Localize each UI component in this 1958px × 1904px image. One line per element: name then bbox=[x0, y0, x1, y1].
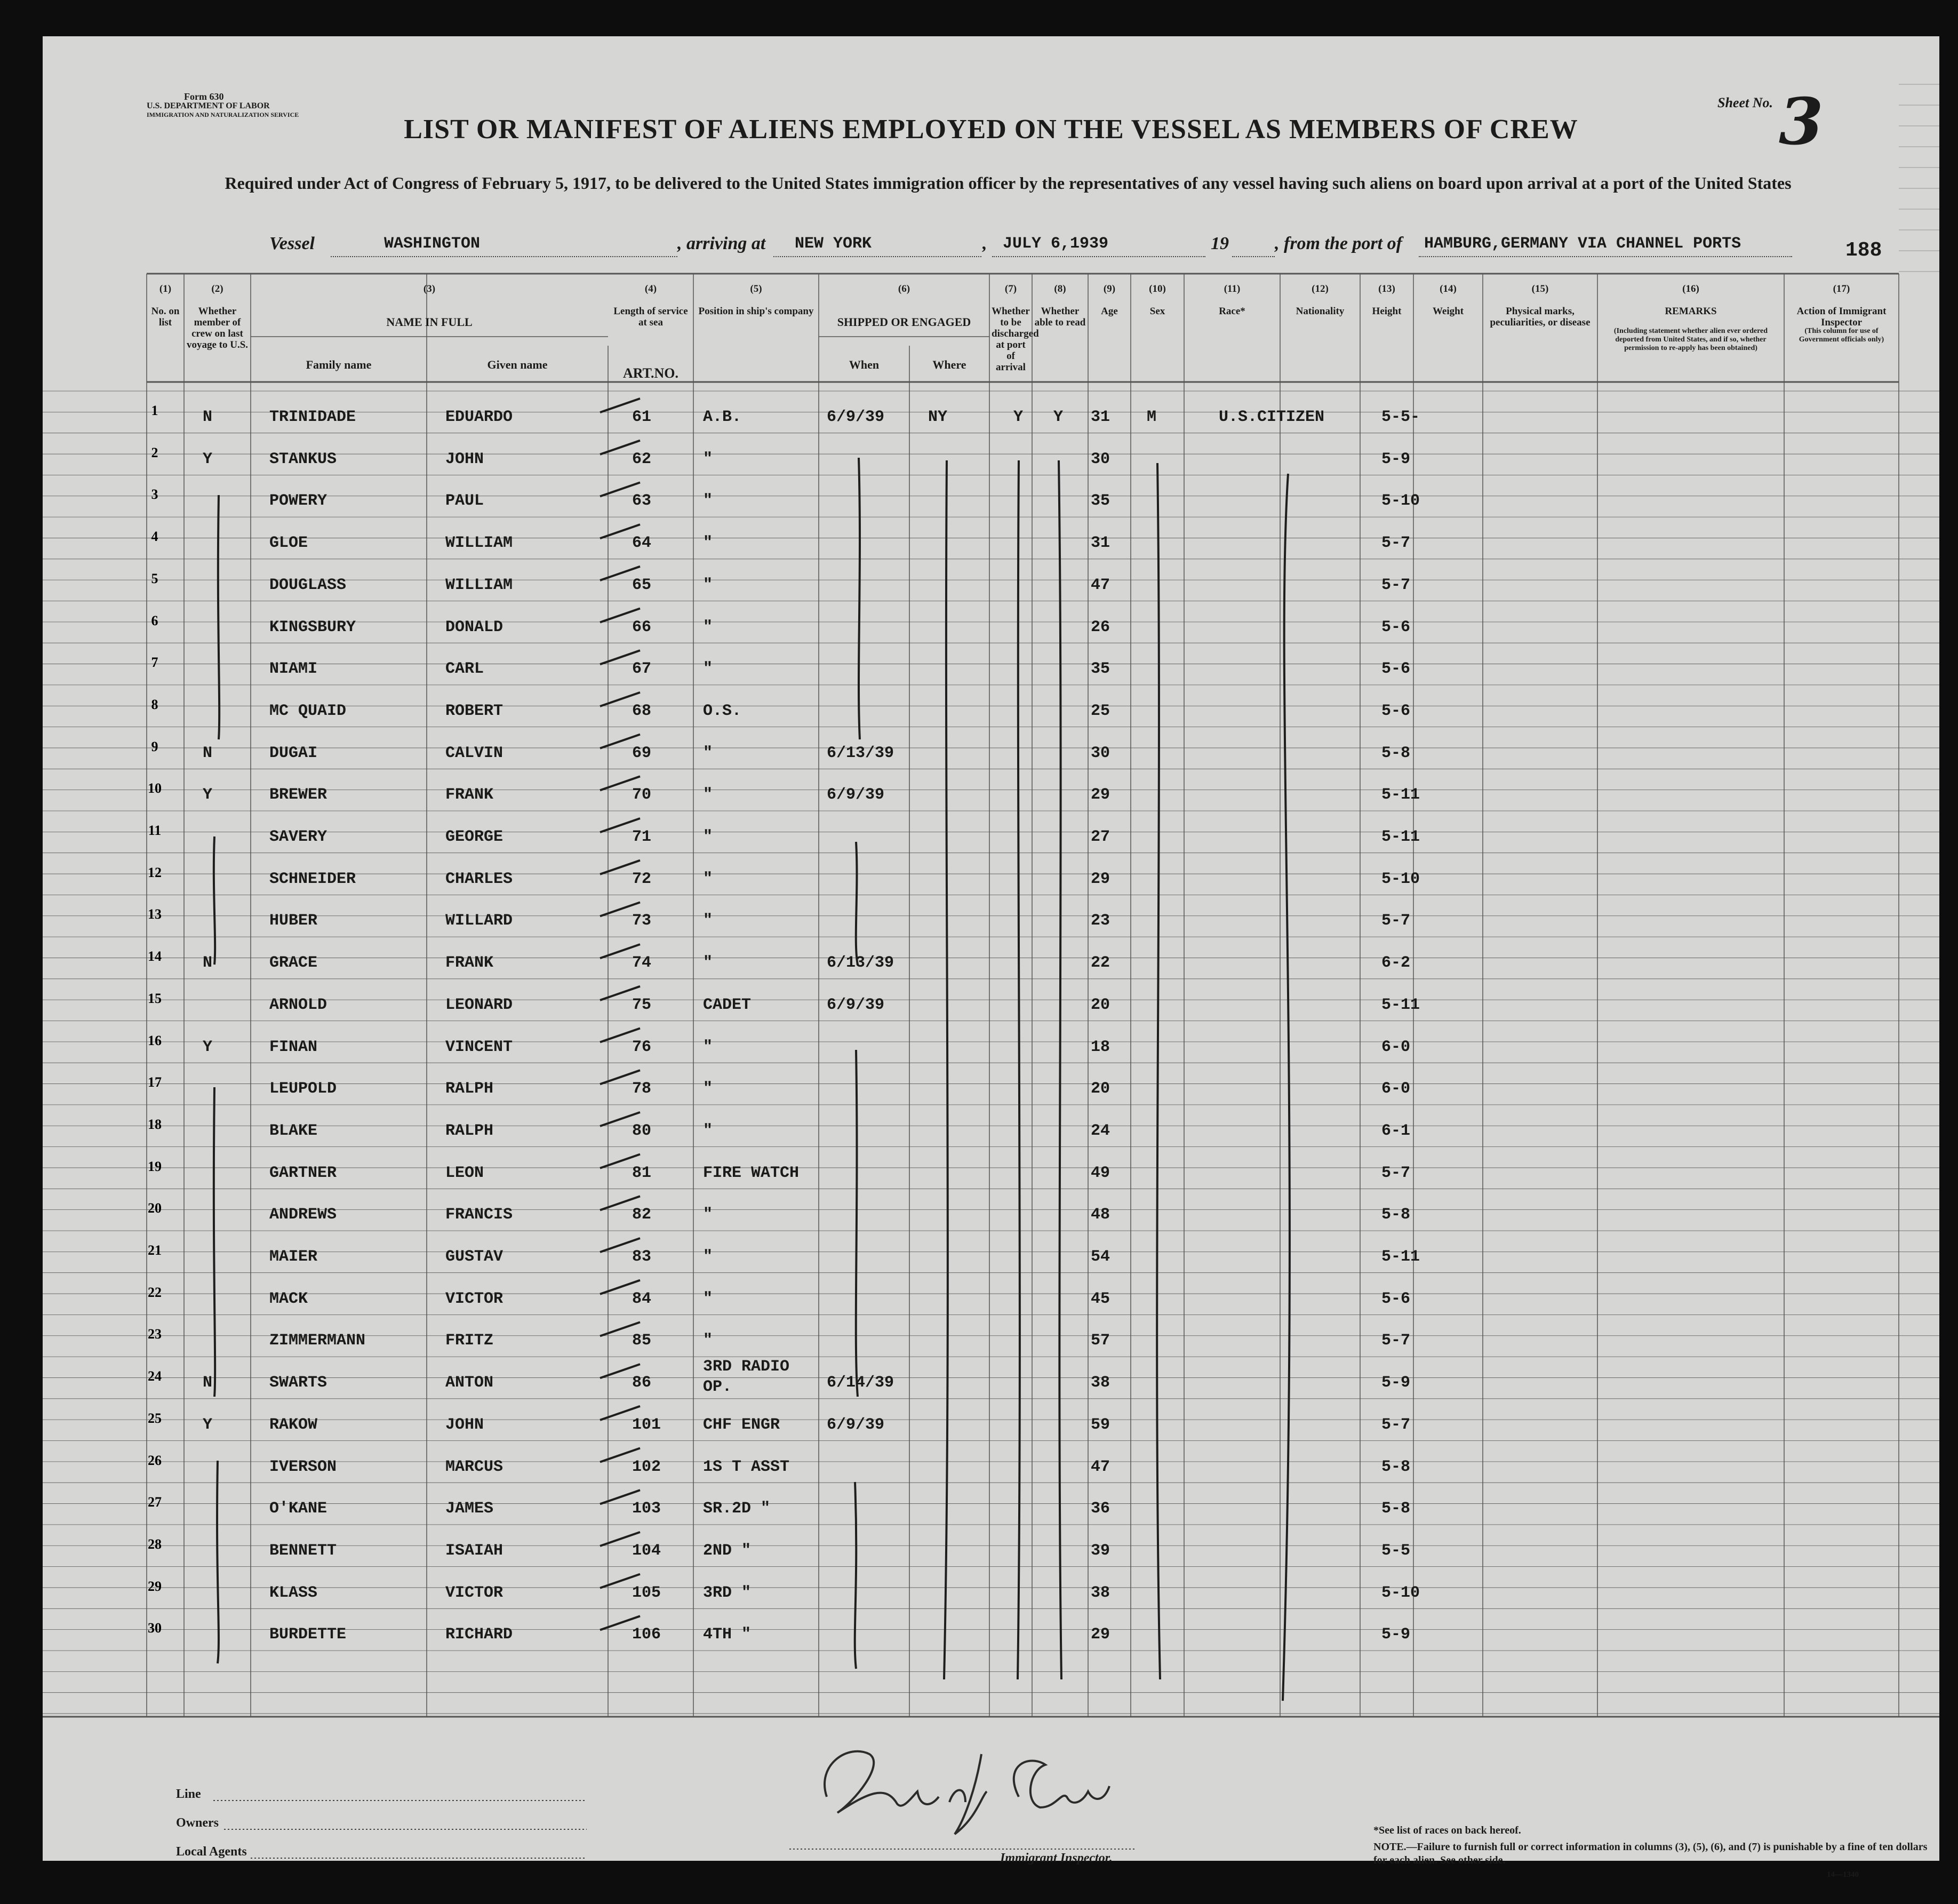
given-name: GEORGE bbox=[445, 828, 504, 846]
family-name: DOUGLASS bbox=[269, 576, 347, 594]
given-name: JOHN bbox=[445, 450, 484, 468]
service-name: IMMIGRATION AND NATURALIZATION SERVICE bbox=[147, 111, 299, 118]
height: 5-7 bbox=[1381, 1332, 1411, 1350]
given-name: MARCUS bbox=[445, 1457, 504, 1476]
row-number: 11 bbox=[148, 823, 162, 838]
family-name: BENNETT bbox=[269, 1541, 337, 1560]
position: SR.2D " bbox=[703, 1500, 771, 1518]
height: 5-5 bbox=[1381, 1541, 1411, 1560]
age: 38 bbox=[1091, 1374, 1110, 1392]
age: 31 bbox=[1091, 534, 1110, 553]
height: 5-10 bbox=[1381, 492, 1420, 511]
given-name: DONALD bbox=[445, 618, 504, 636]
family-name: O'KANE bbox=[269, 1500, 327, 1518]
position: CADET bbox=[703, 995, 752, 1014]
art-number: 85 bbox=[632, 1332, 652, 1350]
position: 4TH " bbox=[703, 1626, 752, 1644]
given-name: WILLARD bbox=[445, 912, 513, 930]
family-name: DUGAI bbox=[269, 744, 318, 762]
row-number: 21 bbox=[148, 1242, 162, 1258]
position: " bbox=[703, 912, 713, 930]
given-name: FRANCIS bbox=[445, 1206, 513, 1224]
able-to-read: Y bbox=[1053, 408, 1064, 426]
column-number: (9) bbox=[1103, 283, 1116, 294]
position: O.S. bbox=[703, 702, 742, 720]
family-name: SWARTS bbox=[269, 1374, 327, 1392]
column-header: Age bbox=[1101, 306, 1118, 317]
art-number: 83 bbox=[632, 1248, 652, 1266]
height: 5-8 bbox=[1381, 1206, 1411, 1224]
given-name: RALPH bbox=[445, 1080, 494, 1098]
age: 18 bbox=[1091, 1038, 1110, 1056]
crew-last-voyage: N bbox=[203, 744, 213, 762]
age: 54 bbox=[1091, 1248, 1110, 1266]
shipped-when: 6/9/39 bbox=[827, 786, 885, 804]
column-header: Whether member of crew on last voyage to U.S. bbox=[186, 306, 249, 350]
height: 5-11 bbox=[1381, 786, 1420, 804]
row-number: 2 bbox=[151, 444, 158, 460]
position: 3RD " bbox=[703, 1583, 752, 1602]
given-name: PAUL bbox=[445, 492, 484, 511]
age: 22 bbox=[1091, 954, 1110, 973]
family-name: SCHNEIDER bbox=[269, 870, 356, 888]
height: 5-9 bbox=[1381, 450, 1411, 468]
column-number: (12) bbox=[1312, 283, 1329, 294]
position: " bbox=[703, 618, 713, 636]
age: 59 bbox=[1091, 1415, 1110, 1434]
footer-dotted-lines bbox=[43, 36, 1939, 1861]
column-header: Length of service at sea bbox=[613, 306, 688, 328]
column-number: (1) bbox=[159, 283, 172, 294]
given-name: RICHARD bbox=[445, 1626, 513, 1644]
nationality: U.S.CITIZEN bbox=[1219, 408, 1325, 426]
age: 24 bbox=[1091, 1121, 1110, 1140]
age: 35 bbox=[1091, 492, 1110, 511]
family-name: GRACE bbox=[269, 954, 318, 973]
row-number: 18 bbox=[148, 1116, 162, 1132]
column-header: Race* bbox=[1219, 306, 1245, 317]
given-name: VINCENT bbox=[445, 1038, 513, 1056]
given-name: ROBERT bbox=[445, 702, 504, 720]
row-number: 6 bbox=[151, 612, 158, 628]
given-name: VICTOR bbox=[445, 1289, 504, 1308]
given-name: VICTOR bbox=[445, 1583, 504, 1602]
position: " bbox=[703, 576, 713, 594]
family-name: MAIER bbox=[269, 1248, 318, 1266]
age: 48 bbox=[1091, 1206, 1110, 1224]
crew-last-voyage: N bbox=[203, 1374, 213, 1392]
row-number: 24 bbox=[148, 1368, 162, 1384]
age: 49 bbox=[1091, 1164, 1110, 1182]
height: 6-0 bbox=[1381, 1080, 1411, 1098]
shipped-when: 6/14/39 bbox=[827, 1374, 894, 1392]
page-title: LIST OR MANIFEST OF ALIENS EMPLOYED ON THE VESSEL AS MEMBERS OF CREW bbox=[404, 114, 1578, 145]
row-number: 7 bbox=[151, 655, 158, 671]
column-number: (3) bbox=[423, 283, 436, 294]
family-name: POWERY bbox=[269, 492, 327, 511]
family-name: NIAMI bbox=[269, 660, 318, 679]
sub-column-header: When bbox=[849, 358, 880, 371]
column-header: NAME IN FULL bbox=[386, 315, 473, 329]
art-number: 65 bbox=[632, 576, 652, 594]
penalty-note: NOTE.—Failure to furnish full or correct information in columns (3), (5), (6), and (7) is punishable by a fine of ten dollars for each alien. See other side. bbox=[1373, 1841, 1928, 1866]
art-number: 73 bbox=[632, 912, 652, 930]
age: 26 bbox=[1091, 618, 1110, 636]
art-number: 70 bbox=[632, 786, 652, 804]
height: 5-6 bbox=[1381, 660, 1411, 679]
crew-last-voyage: Y bbox=[203, 1415, 213, 1434]
column-header: Whether able to read bbox=[1034, 306, 1086, 328]
column-number: (5) bbox=[750, 283, 762, 294]
given-name: CHARLES bbox=[445, 870, 513, 888]
row-number: 30 bbox=[148, 1620, 162, 1636]
column-note: (Including statement whether alien ever ordered deported from United States, and if so, whether permission to re-apply has been obtained) bbox=[1613, 327, 1768, 352]
art-number: 80 bbox=[632, 1121, 652, 1140]
height: 5-8 bbox=[1381, 1457, 1411, 1476]
row-number: 26 bbox=[148, 1452, 162, 1468]
height: 6-1 bbox=[1381, 1121, 1411, 1140]
column-number: (8) bbox=[1054, 283, 1066, 294]
art-number: 62 bbox=[632, 450, 652, 468]
height: 5-7 bbox=[1381, 1415, 1411, 1434]
art-number: 105 bbox=[632, 1583, 661, 1602]
position: " bbox=[703, 828, 713, 846]
height: 5-7 bbox=[1381, 534, 1411, 553]
height: 5-11 bbox=[1381, 1248, 1420, 1266]
column-number: (11) bbox=[1224, 283, 1241, 294]
column-header: Height bbox=[1372, 306, 1402, 317]
column-header: Position in ship's company bbox=[698, 306, 814, 317]
art-number: 76 bbox=[632, 1038, 652, 1056]
art-number: 86 bbox=[632, 1374, 652, 1392]
row-number: 5 bbox=[151, 570, 158, 586]
height: 5-7 bbox=[1381, 912, 1411, 930]
local-agents-label: Local Agents bbox=[176, 1845, 247, 1859]
position: " bbox=[703, 1289, 713, 1308]
age: 23 bbox=[1091, 912, 1110, 930]
given-name: GUSTAV bbox=[445, 1248, 504, 1266]
shipped-when: 6/9/39 bbox=[827, 995, 885, 1014]
position: " bbox=[703, 1332, 713, 1350]
family-name: IVERSON bbox=[269, 1457, 337, 1476]
crew-last-voyage: Y bbox=[203, 786, 213, 804]
arrival-date: JULY 6,1939 bbox=[1003, 235, 1109, 253]
column-header: REMARKS bbox=[1665, 306, 1717, 317]
position: " bbox=[703, 1038, 713, 1056]
age: 47 bbox=[1091, 1457, 1110, 1476]
height: 5-8 bbox=[1381, 1500, 1411, 1518]
position: " bbox=[703, 870, 713, 888]
art-number: 82 bbox=[632, 1206, 652, 1224]
art-number: 81 bbox=[632, 1164, 652, 1182]
position: " bbox=[703, 786, 713, 804]
family-name: RAKOW bbox=[269, 1415, 318, 1434]
height: 5-8 bbox=[1381, 744, 1411, 762]
column-header: Weight bbox=[1432, 306, 1464, 317]
column-number: (15) bbox=[1531, 283, 1549, 294]
sub-column-header: Where bbox=[932, 358, 966, 371]
column-header: No. on list bbox=[151, 306, 180, 328]
given-name: CALVIN bbox=[445, 744, 504, 762]
height: 5-11 bbox=[1381, 995, 1420, 1014]
row-number: 10 bbox=[148, 780, 162, 796]
family-name: STANKUS bbox=[269, 450, 337, 468]
arriving-label: , arriving at bbox=[677, 234, 766, 253]
given-name: FRANK bbox=[445, 954, 494, 973]
row-number: 19 bbox=[148, 1158, 162, 1174]
family-name: KLASS bbox=[269, 1583, 318, 1602]
position: " bbox=[703, 744, 713, 762]
manifest-sheet bbox=[43, 36, 1939, 1879]
age: 47 bbox=[1091, 576, 1110, 594]
row-number: 13 bbox=[148, 906, 162, 922]
art-number: 63 bbox=[632, 492, 652, 511]
family-name: GLOE bbox=[269, 534, 308, 553]
family-name: ANDREWS bbox=[269, 1206, 337, 1224]
art-number: 103 bbox=[632, 1500, 661, 1518]
art-number: 101 bbox=[632, 1415, 661, 1434]
height: 5-7 bbox=[1381, 1164, 1411, 1182]
height: 5-6 bbox=[1381, 702, 1411, 720]
given-name: WILLIAM bbox=[445, 576, 513, 594]
page-subtitle: Required under Act of Congress of February 5, 1917, to be delivered to the United States immigration officer by the representatives of any vessel having such aliens on board upon arrival at a port of the United States bbox=[225, 173, 1792, 193]
family-name: MACK bbox=[269, 1289, 308, 1308]
column-number: (6) bbox=[898, 283, 910, 294]
family-name: HUBER bbox=[269, 912, 318, 930]
row-number: 3 bbox=[151, 487, 158, 503]
row-number: 16 bbox=[148, 1032, 162, 1048]
position: " bbox=[703, 954, 713, 973]
art-number: 69 bbox=[632, 744, 652, 762]
age: 30 bbox=[1091, 450, 1110, 468]
shipped-when: 6/9/39 bbox=[827, 408, 885, 426]
age: 31 bbox=[1091, 408, 1110, 426]
age: 25 bbox=[1091, 702, 1110, 720]
given-name: JAMES bbox=[445, 1500, 494, 1518]
row-number: 14 bbox=[148, 949, 162, 965]
given-name: FRANK bbox=[445, 786, 494, 804]
sex: M bbox=[1147, 408, 1157, 426]
art-number: 74 bbox=[632, 954, 652, 973]
position: " bbox=[703, 492, 713, 511]
age: 36 bbox=[1091, 1500, 1110, 1518]
art-number: 71 bbox=[632, 828, 652, 846]
line-label: Line bbox=[176, 1787, 201, 1801]
row-number: 25 bbox=[148, 1410, 162, 1426]
given-name: EDUARDO bbox=[445, 408, 513, 426]
family-name: FINAN bbox=[269, 1038, 318, 1056]
column-number: (10) bbox=[1149, 283, 1166, 294]
from-port-label: , from the port of bbox=[1275, 234, 1402, 253]
sub-column-header: Family name bbox=[306, 358, 372, 371]
given-name: LEON bbox=[445, 1164, 484, 1182]
given-name: FRITZ bbox=[445, 1332, 494, 1350]
family-name: TRINIDADE bbox=[269, 408, 356, 426]
art-number: 64 bbox=[632, 534, 652, 553]
row-number: 22 bbox=[148, 1284, 162, 1300]
age: 39 bbox=[1091, 1541, 1110, 1560]
shipped-when: 6/9/39 bbox=[827, 1415, 885, 1434]
age: 45 bbox=[1091, 1289, 1110, 1308]
race-note: *See list of races on back hereof. bbox=[1373, 1825, 1521, 1836]
position: " bbox=[703, 1206, 713, 1224]
family-name: BURDETTE bbox=[269, 1626, 347, 1644]
position: " bbox=[703, 660, 713, 679]
column-number: (13) bbox=[1378, 283, 1395, 294]
sheet-number: 3 bbox=[1779, 84, 1824, 160]
given-name: CARL bbox=[445, 660, 484, 679]
height: 5-9 bbox=[1381, 1374, 1411, 1392]
row-number: 1 bbox=[151, 403, 158, 418]
age: 30 bbox=[1091, 744, 1110, 762]
art-number: 75 bbox=[632, 995, 652, 1014]
height: 5-10 bbox=[1381, 870, 1420, 888]
column-number: (17) bbox=[1833, 283, 1850, 294]
column-note: (This column for use of Government officials only) bbox=[1799, 327, 1884, 344]
position: " bbox=[703, 534, 713, 553]
row-number: 28 bbox=[148, 1536, 162, 1552]
art-number: 68 bbox=[632, 702, 652, 720]
page-number: 188 bbox=[1845, 239, 1882, 262]
shipped-when: 6/13/39 bbox=[827, 954, 894, 973]
age: 29 bbox=[1091, 1626, 1110, 1644]
position: CHF ENGR bbox=[703, 1415, 780, 1434]
height: 5-11 bbox=[1381, 828, 1420, 846]
family-name: BLAKE bbox=[269, 1121, 318, 1140]
art-number: 66 bbox=[632, 618, 652, 636]
column-number: (2) bbox=[211, 283, 223, 294]
height: 5-5- bbox=[1381, 408, 1420, 426]
sheet-label: Sheet No. bbox=[1717, 95, 1773, 110]
year-label: 19 bbox=[1211, 234, 1229, 253]
age: 20 bbox=[1091, 995, 1110, 1014]
art-number: 67 bbox=[632, 660, 652, 679]
position: " bbox=[703, 1248, 713, 1266]
age: 38 bbox=[1091, 1583, 1110, 1602]
position: FIRE WATCH bbox=[703, 1164, 800, 1182]
art-number: 84 bbox=[632, 1289, 652, 1308]
position: 3RD RADIO OP. bbox=[703, 1358, 790, 1397]
department-name: U.S. DEPARTMENT OF LABOR bbox=[147, 101, 270, 110]
age: 57 bbox=[1091, 1332, 1110, 1350]
position: " bbox=[703, 1080, 713, 1098]
art-number: 61 bbox=[632, 408, 652, 426]
inspector-signature bbox=[805, 1733, 1136, 1850]
column-header: Action of Immigrant Inspector bbox=[1796, 306, 1887, 328]
family-name: ZIMMERMANN bbox=[269, 1332, 366, 1350]
row-number: 15 bbox=[148, 990, 162, 1006]
family-name: GARTNER bbox=[269, 1164, 337, 1182]
position: " bbox=[703, 450, 713, 468]
owners-label: Owners bbox=[176, 1816, 219, 1830]
height: 5-9 bbox=[1381, 1626, 1411, 1644]
given-name: WILLIAM bbox=[445, 534, 513, 553]
age: 29 bbox=[1091, 786, 1110, 804]
position: A.B. bbox=[703, 408, 742, 426]
art-number: 102 bbox=[632, 1457, 661, 1476]
form-code: 14—1340 bbox=[1827, 1870, 1859, 1879]
column-header: SHIPPED OR ENGAGED bbox=[837, 315, 971, 329]
departure-port: HAMBURG,GERMANY VIA CHANNEL PORTS bbox=[1424, 235, 1741, 253]
column-header: Nationality bbox=[1296, 306, 1345, 317]
age: 20 bbox=[1091, 1080, 1110, 1098]
given-name: JOHN bbox=[445, 1415, 484, 1434]
row-number: 23 bbox=[148, 1326, 162, 1342]
voyage-line: Vessel WASHINGTON , arriving at NEW YORK , JULY 6,1939 19 , from the port of HAMBURG,GERMANY VIA CHANNEL PORTS bbox=[43, 234, 1939, 266]
column-number: (7) bbox=[1004, 283, 1017, 294]
height: 6-2 bbox=[1381, 954, 1411, 973]
height: 5-7 bbox=[1381, 576, 1411, 594]
family-name: SAVERY bbox=[269, 828, 327, 846]
sub-column-header: Given name bbox=[487, 358, 548, 371]
column-header: Physical marks, peculiarities, or disease bbox=[1490, 306, 1591, 328]
row-number: 9 bbox=[151, 738, 158, 754]
given-name: RALPH bbox=[445, 1121, 494, 1140]
column-header: Sex bbox=[1149, 306, 1165, 317]
given-name: ISAIAH bbox=[445, 1541, 504, 1560]
family-name: ARNOLD bbox=[269, 995, 327, 1014]
height: 6-0 bbox=[1381, 1038, 1411, 1056]
crew-last-voyage: N bbox=[203, 408, 213, 426]
art-number: 72 bbox=[632, 870, 652, 888]
column-number: (4) bbox=[644, 283, 657, 294]
position: 2ND " bbox=[703, 1541, 752, 1560]
height: 5-6 bbox=[1381, 1289, 1411, 1308]
row-number: 12 bbox=[148, 864, 162, 880]
inspector-label: Immigrant Inspector. bbox=[1000, 1851, 1113, 1865]
discharged: Y bbox=[1013, 408, 1024, 426]
form-number: Form 630 bbox=[184, 91, 224, 102]
given-name: ANTON bbox=[445, 1374, 494, 1392]
column-header: Whether to be discharged at port of arrival bbox=[992, 306, 1039, 373]
shipped-where: NY bbox=[928, 408, 948, 426]
height: 5-10 bbox=[1381, 1583, 1420, 1602]
family-name: KINGSBURY bbox=[269, 618, 356, 636]
art-number: 78 bbox=[632, 1080, 652, 1098]
row-number: 8 bbox=[151, 696, 158, 712]
crew-last-voyage: Y bbox=[203, 450, 213, 468]
family-name: LEUPOLD bbox=[269, 1080, 337, 1098]
shipped-when: 6/13/39 bbox=[827, 744, 894, 762]
row-number: 17 bbox=[148, 1074, 162, 1090]
height: 5-6 bbox=[1381, 618, 1411, 636]
art-no-header: ART.NO. bbox=[622, 365, 679, 381]
vessel-label: Vessel bbox=[269, 234, 315, 253]
row-number: 20 bbox=[148, 1200, 162, 1216]
row-number: 27 bbox=[148, 1494, 162, 1510]
column-number: (14) bbox=[1440, 283, 1457, 294]
age: 29 bbox=[1091, 870, 1110, 888]
age: 35 bbox=[1091, 660, 1110, 679]
family-name: MC QUAID bbox=[269, 702, 347, 720]
column-number: (16) bbox=[1682, 283, 1699, 294]
age: 27 bbox=[1091, 828, 1110, 846]
row-number: 4 bbox=[151, 529, 158, 545]
family-name: BREWER bbox=[269, 786, 327, 804]
crew-last-voyage: N bbox=[203, 954, 213, 973]
position: " bbox=[703, 1121, 713, 1140]
vessel-name: WASHINGTON bbox=[384, 235, 481, 253]
art-number: 104 bbox=[632, 1541, 661, 1560]
arrival-port: NEW YORK bbox=[795, 235, 872, 253]
art-number: 106 bbox=[632, 1626, 661, 1644]
crew-last-voyage: Y bbox=[203, 1038, 213, 1056]
row-number: 29 bbox=[148, 1578, 162, 1594]
given-name: LEONARD bbox=[445, 995, 513, 1014]
position: 1S T ASST bbox=[703, 1457, 790, 1476]
